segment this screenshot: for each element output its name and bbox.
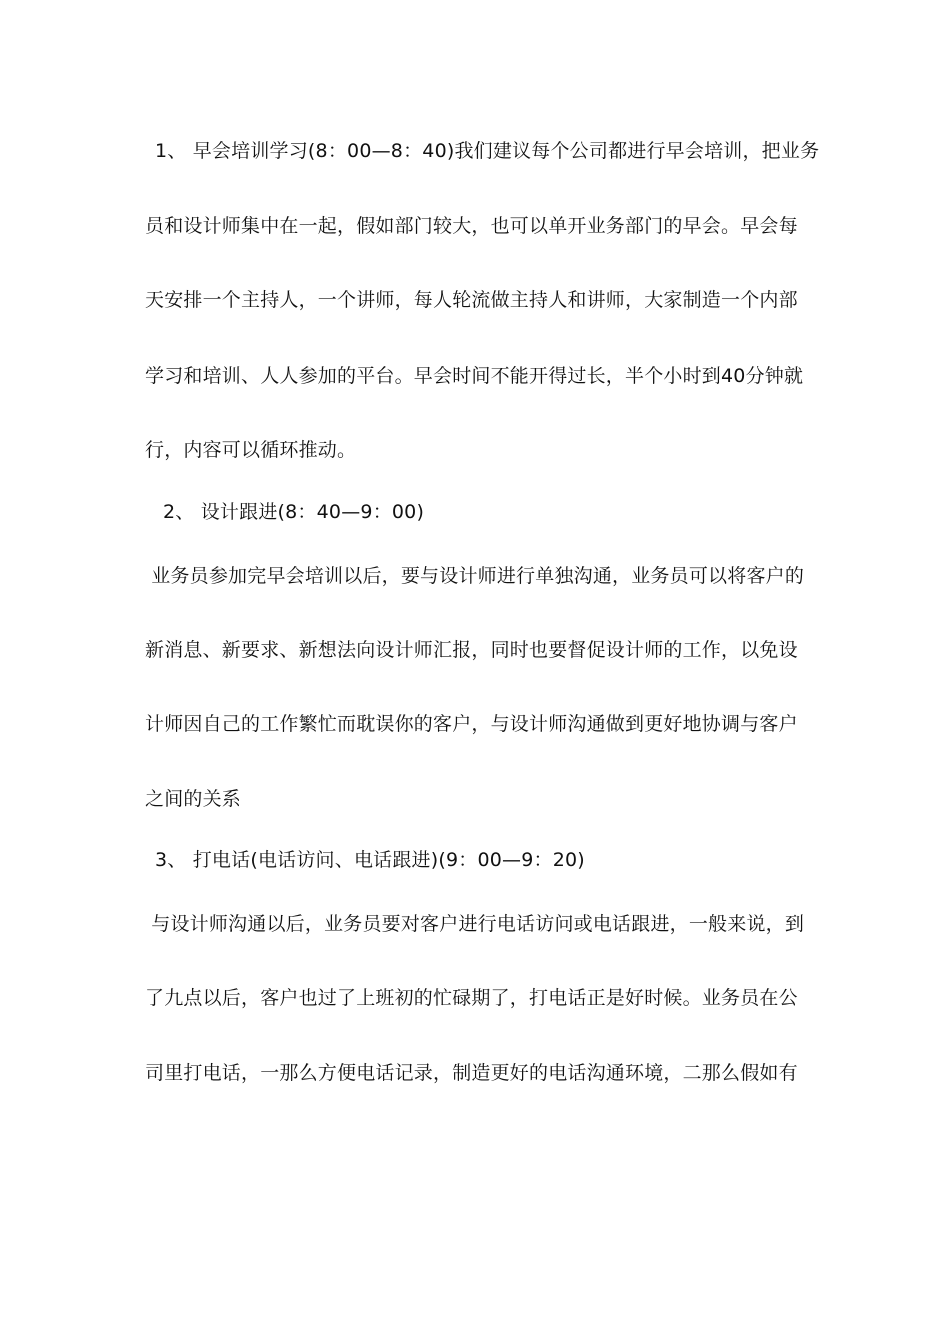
paragraph-line: 之间的关系 [145,788,242,810]
paragraph-line: 司里打电话，一那么方便电话记录，制造更好的电话沟通环境，二那么假如有 [145,1062,798,1084]
heading-item-1: 1、 早会培训学习(8：00—8：40)我们建议每个公司都进行早会培训，把业务 [155,140,820,162]
paragraph-line: 计师因自己的工作繁忙而耽误你的客户，与设计师沟通做到更好地协调与客户 [145,713,798,735]
paragraph-line: 新消息、新要求、新想法向设计师汇报，同时也要督促设计师的工作，以免设 [145,639,798,661]
paragraph-line: 行，内容可以循环推动。 [145,439,357,461]
paragraph-line: 业务员参加完早会培训以后，要与设计师进行单独沟通，业务员可以将客户的 [145,565,805,587]
heading-item-3: 3、 打电话(电话访问、电话跟进)(9：00—9：20) [155,849,585,871]
paragraph-line: 员和设计师集中在一起，假如部门较大，也可以单开业务部门的早会。早会每 [145,215,798,237]
paragraph-line: 了九点以后，客户也过了上班初的忙碌期了，打电话正是好时候。业务员在公 [145,987,798,1009]
paragraph-line: 与设计师沟通以后，业务员要对客户进行电话访问或电话跟进，一般来说，到 [145,913,805,935]
heading-item-2: 2、 设计跟进(8：40—9：00) [163,501,425,523]
paragraph-line: 天安排一个主持人，一个讲师，每人轮流做主持人和讲师，大家制造一个内部 [145,289,798,311]
paragraph-line: 学习和培训、人人参加的平台。早会时间不能开得过长，半个小时到40分钟就 [145,365,804,387]
